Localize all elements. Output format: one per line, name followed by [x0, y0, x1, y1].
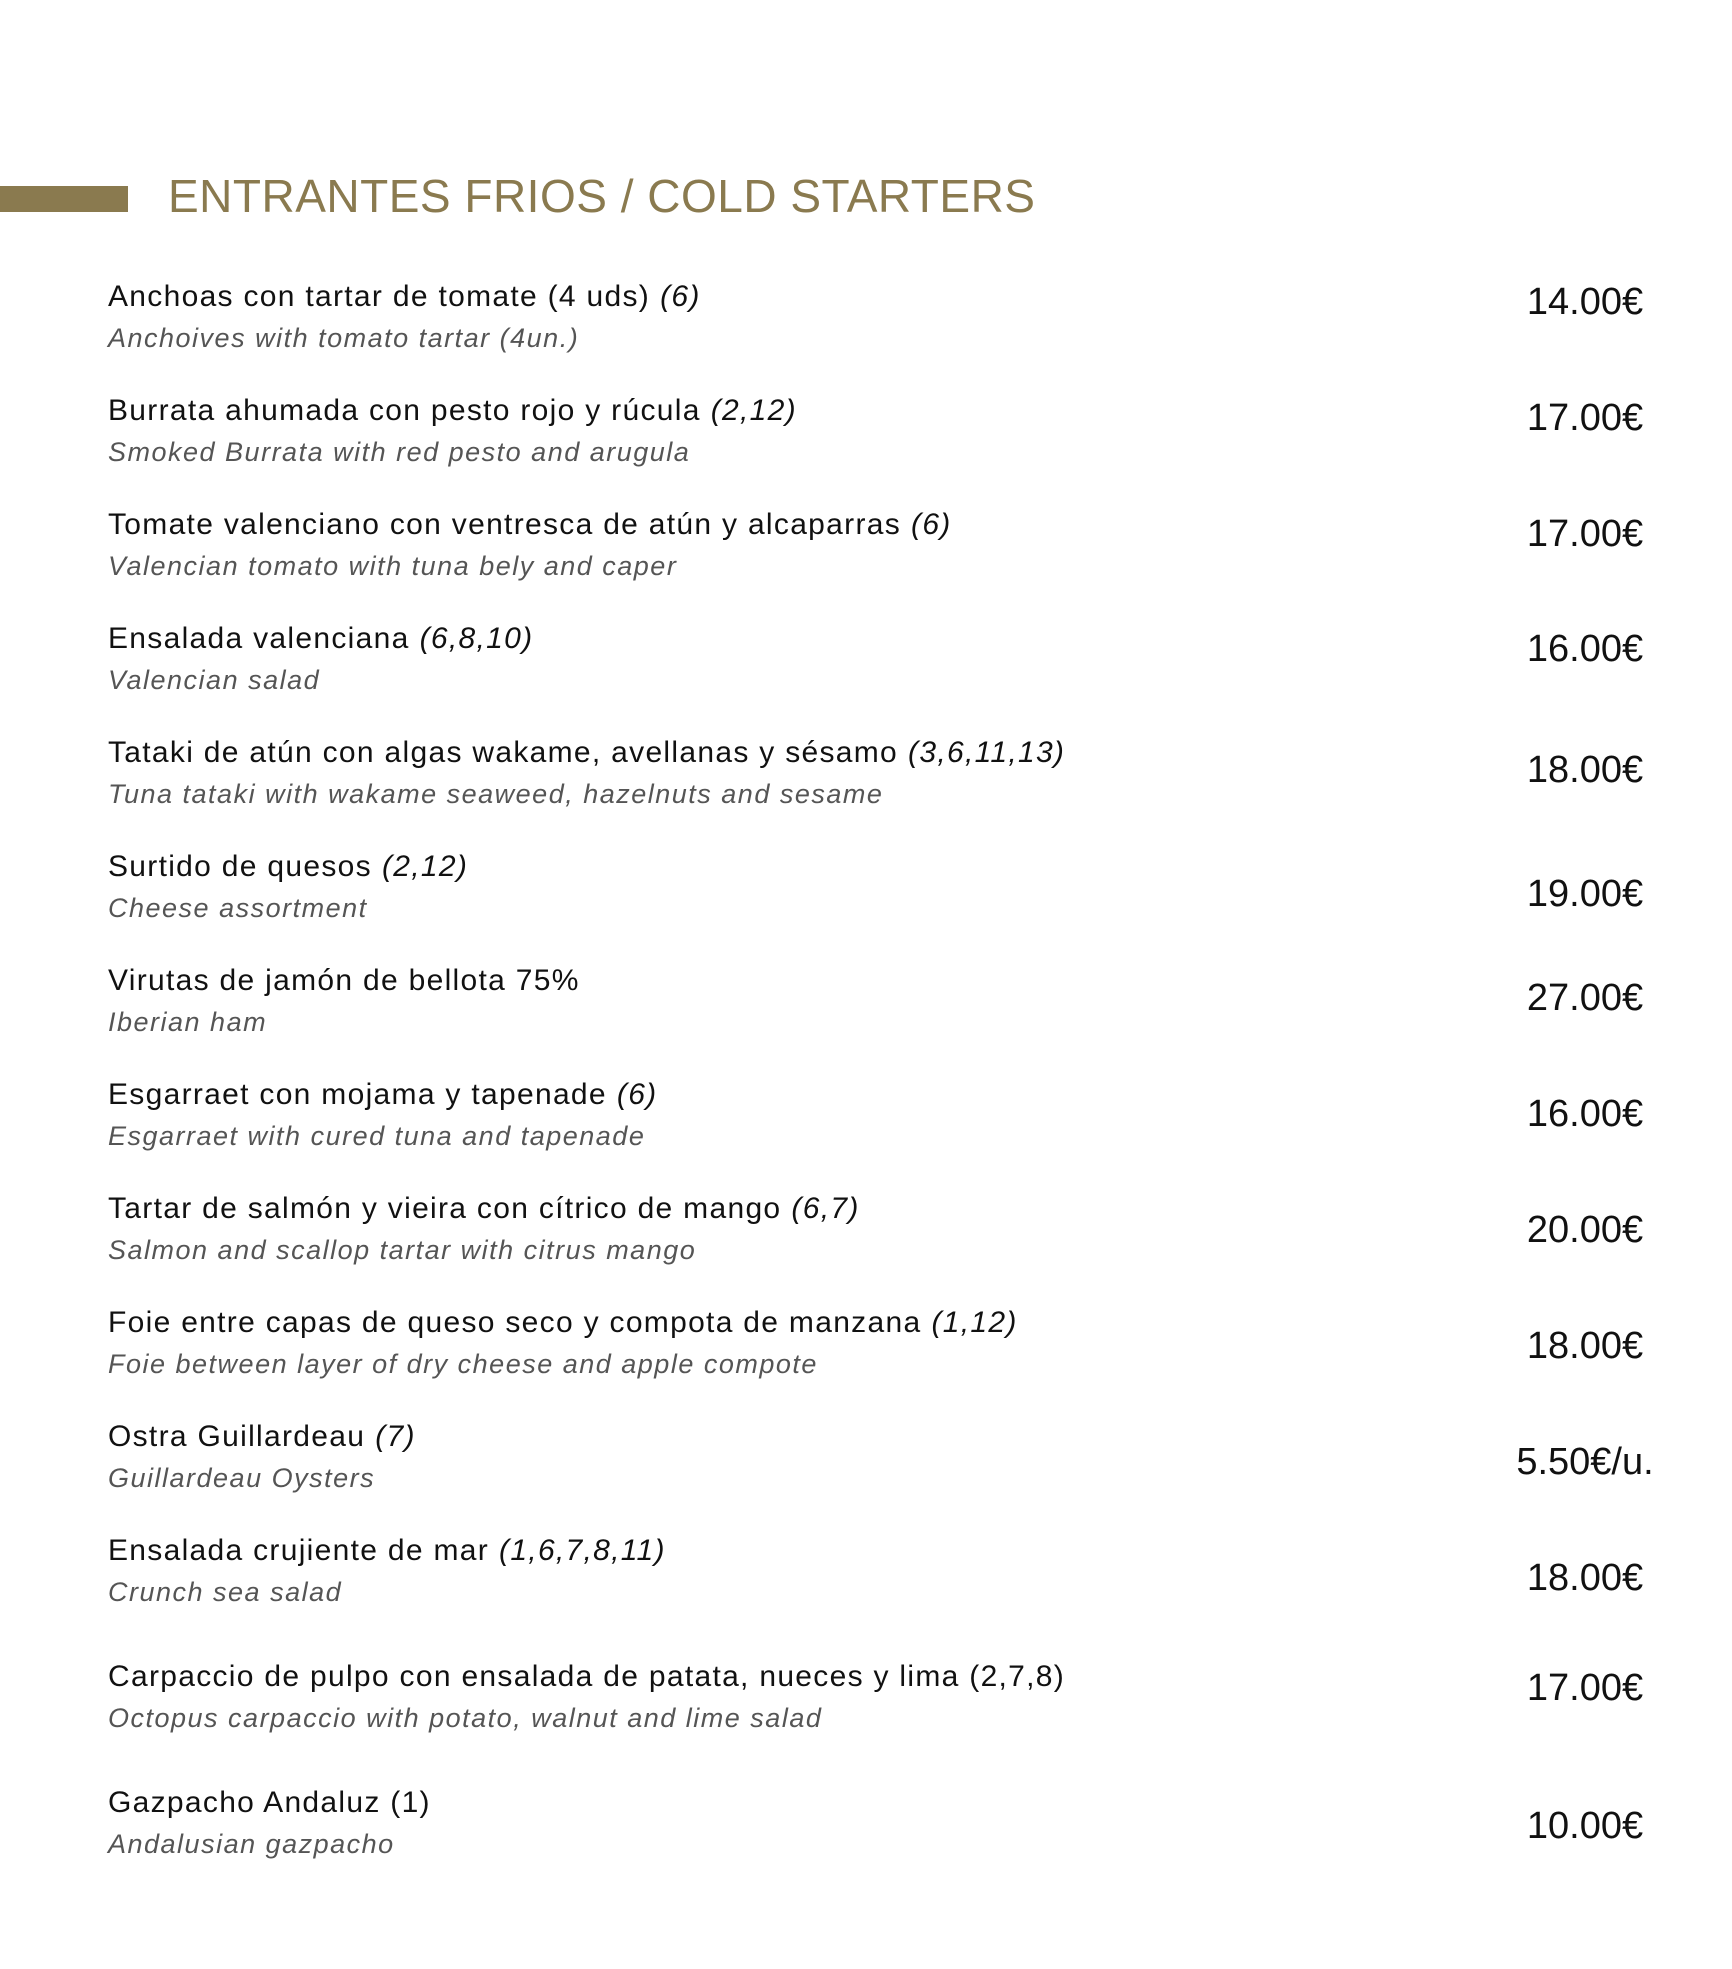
item-name: Gazpacho Andaluz (1) [108, 1786, 431, 1819]
menu-item [108, 1076, 1668, 1154]
item-price: 19.00€ [1526, 873, 1644, 915]
item-name: Surtido de quesos [108, 850, 372, 883]
item-allergens: (6,8,10) [419, 622, 534, 655]
item-price: 5.50€/u. [1516, 1441, 1654, 1483]
item-price: 10.00€ [1526, 1805, 1644, 1847]
item-allergens: (2,12) [381, 850, 469, 883]
menu-item [108, 1304, 1668, 1382]
item-description: Esgarraet with cured tuna and tapenade [108, 1121, 646, 1151]
menu-item [108, 1418, 1668, 1496]
item-description: Tuna tataki with wakame seaweed, hazelnuts and sesame [108, 779, 884, 809]
menu-item [108, 620, 1668, 698]
menu-item [108, 392, 1668, 470]
item-price: 16.00€ [1526, 1093, 1644, 1135]
item-allergens: (6) [616, 1078, 658, 1111]
item-name: Esgarraet con mojama y tapenade [108, 1078, 607, 1111]
item-name: Tomate valenciano con ventresca de atún y alcaparras [108, 508, 902, 541]
item-description: Foie between layer of dry cheese and apple compote [108, 1349, 818, 1379]
item-price: 17.00€ [1526, 513, 1644, 555]
item-price: 20.00€ [1526, 1209, 1644, 1251]
item-name: Ensalada crujiente de mar [108, 1534, 490, 1567]
item-allergens: (6) [660, 280, 701, 313]
menu-item [108, 1658, 1668, 1736]
item-price: 18.00€ [1526, 1325, 1644, 1367]
menu-item [108, 1532, 1668, 1610]
menu-item [108, 1784, 1668, 1862]
item-price: 18.00€ [1526, 749, 1644, 791]
item-allergens: (6) [911, 508, 952, 541]
section-accent-bar [0, 186, 128, 212]
item-allergens: (7) [375, 1420, 416, 1453]
menu-item [108, 962, 1668, 1040]
item-allergens: (1,12) [931, 1306, 1018, 1339]
item-description: Valencian tomato with tuna bely and caper [108, 551, 678, 581]
item-description: Salmon and scallop tartar with citrus mango [108, 1235, 697, 1265]
item-description: Crunch sea salad [108, 1577, 343, 1607]
item-description: Valencian salad [108, 665, 321, 695]
item-price: 17.00€ [1526, 397, 1644, 439]
item-allergens: (3,6,11,13) [908, 736, 1066, 769]
item-allergens: (2,12) [710, 394, 797, 427]
item-name: Tataki de atún con algas wakame, avellanas y sésamo [108, 736, 899, 769]
item-description: Smoked Burrata with red pesto and arugula [108, 437, 691, 467]
item-price: 16.00€ [1526, 628, 1644, 670]
item-price: 27.00€ [1526, 977, 1644, 1019]
item-name: Virutas de jamón de bellota 75% [108, 964, 580, 997]
item-description: Iberian ham [108, 1007, 268, 1037]
item-description: Cheese assortment [108, 893, 368, 923]
item-description: Andalusian gazpacho [108, 1829, 395, 1859]
item-name: Foie entre capas de queso seco y compota de manzana [108, 1306, 922, 1339]
item-name: Tartar de salmón y vieira con cítrico de mango [108, 1192, 782, 1225]
item-allergens: (1,6,7,8,11) [499, 1534, 666, 1567]
menu-item [108, 1190, 1668, 1268]
menu-item [108, 848, 1668, 926]
menu-item [108, 278, 1668, 356]
item-name: Anchoas con tartar de tomate (4 uds) [108, 280, 651, 313]
item-allergens: (6,7) [791, 1192, 860, 1225]
item-description: Anchoives with tomato tartar (4un.) [108, 323, 580, 353]
item-description: Guillardeau Oysters [108, 1463, 376, 1493]
item-description: Octopus carpaccio with potato, walnut and lime salad [108, 1703, 823, 1733]
item-name: Ostra Guillardeau [108, 1420, 366, 1453]
item-price: 18.00€ [1526, 1557, 1644, 1599]
section-title: ENTRANTES FRIOS / COLD STARTERS [168, 170, 1036, 222]
menu-item [108, 734, 1668, 812]
item-price: 14.00€ [1526, 281, 1644, 323]
menu-item [108, 506, 1668, 584]
item-name: Ensalada valenciana [108, 622, 410, 655]
item-price: 17.00€ [1526, 1667, 1644, 1709]
item-name: Carpaccio de pulpo con ensalada de patata, nueces y lima (2,7,8) [108, 1660, 1066, 1693]
item-name: Burrata ahumada con pesto rojo y rúcula [108, 394, 701, 427]
